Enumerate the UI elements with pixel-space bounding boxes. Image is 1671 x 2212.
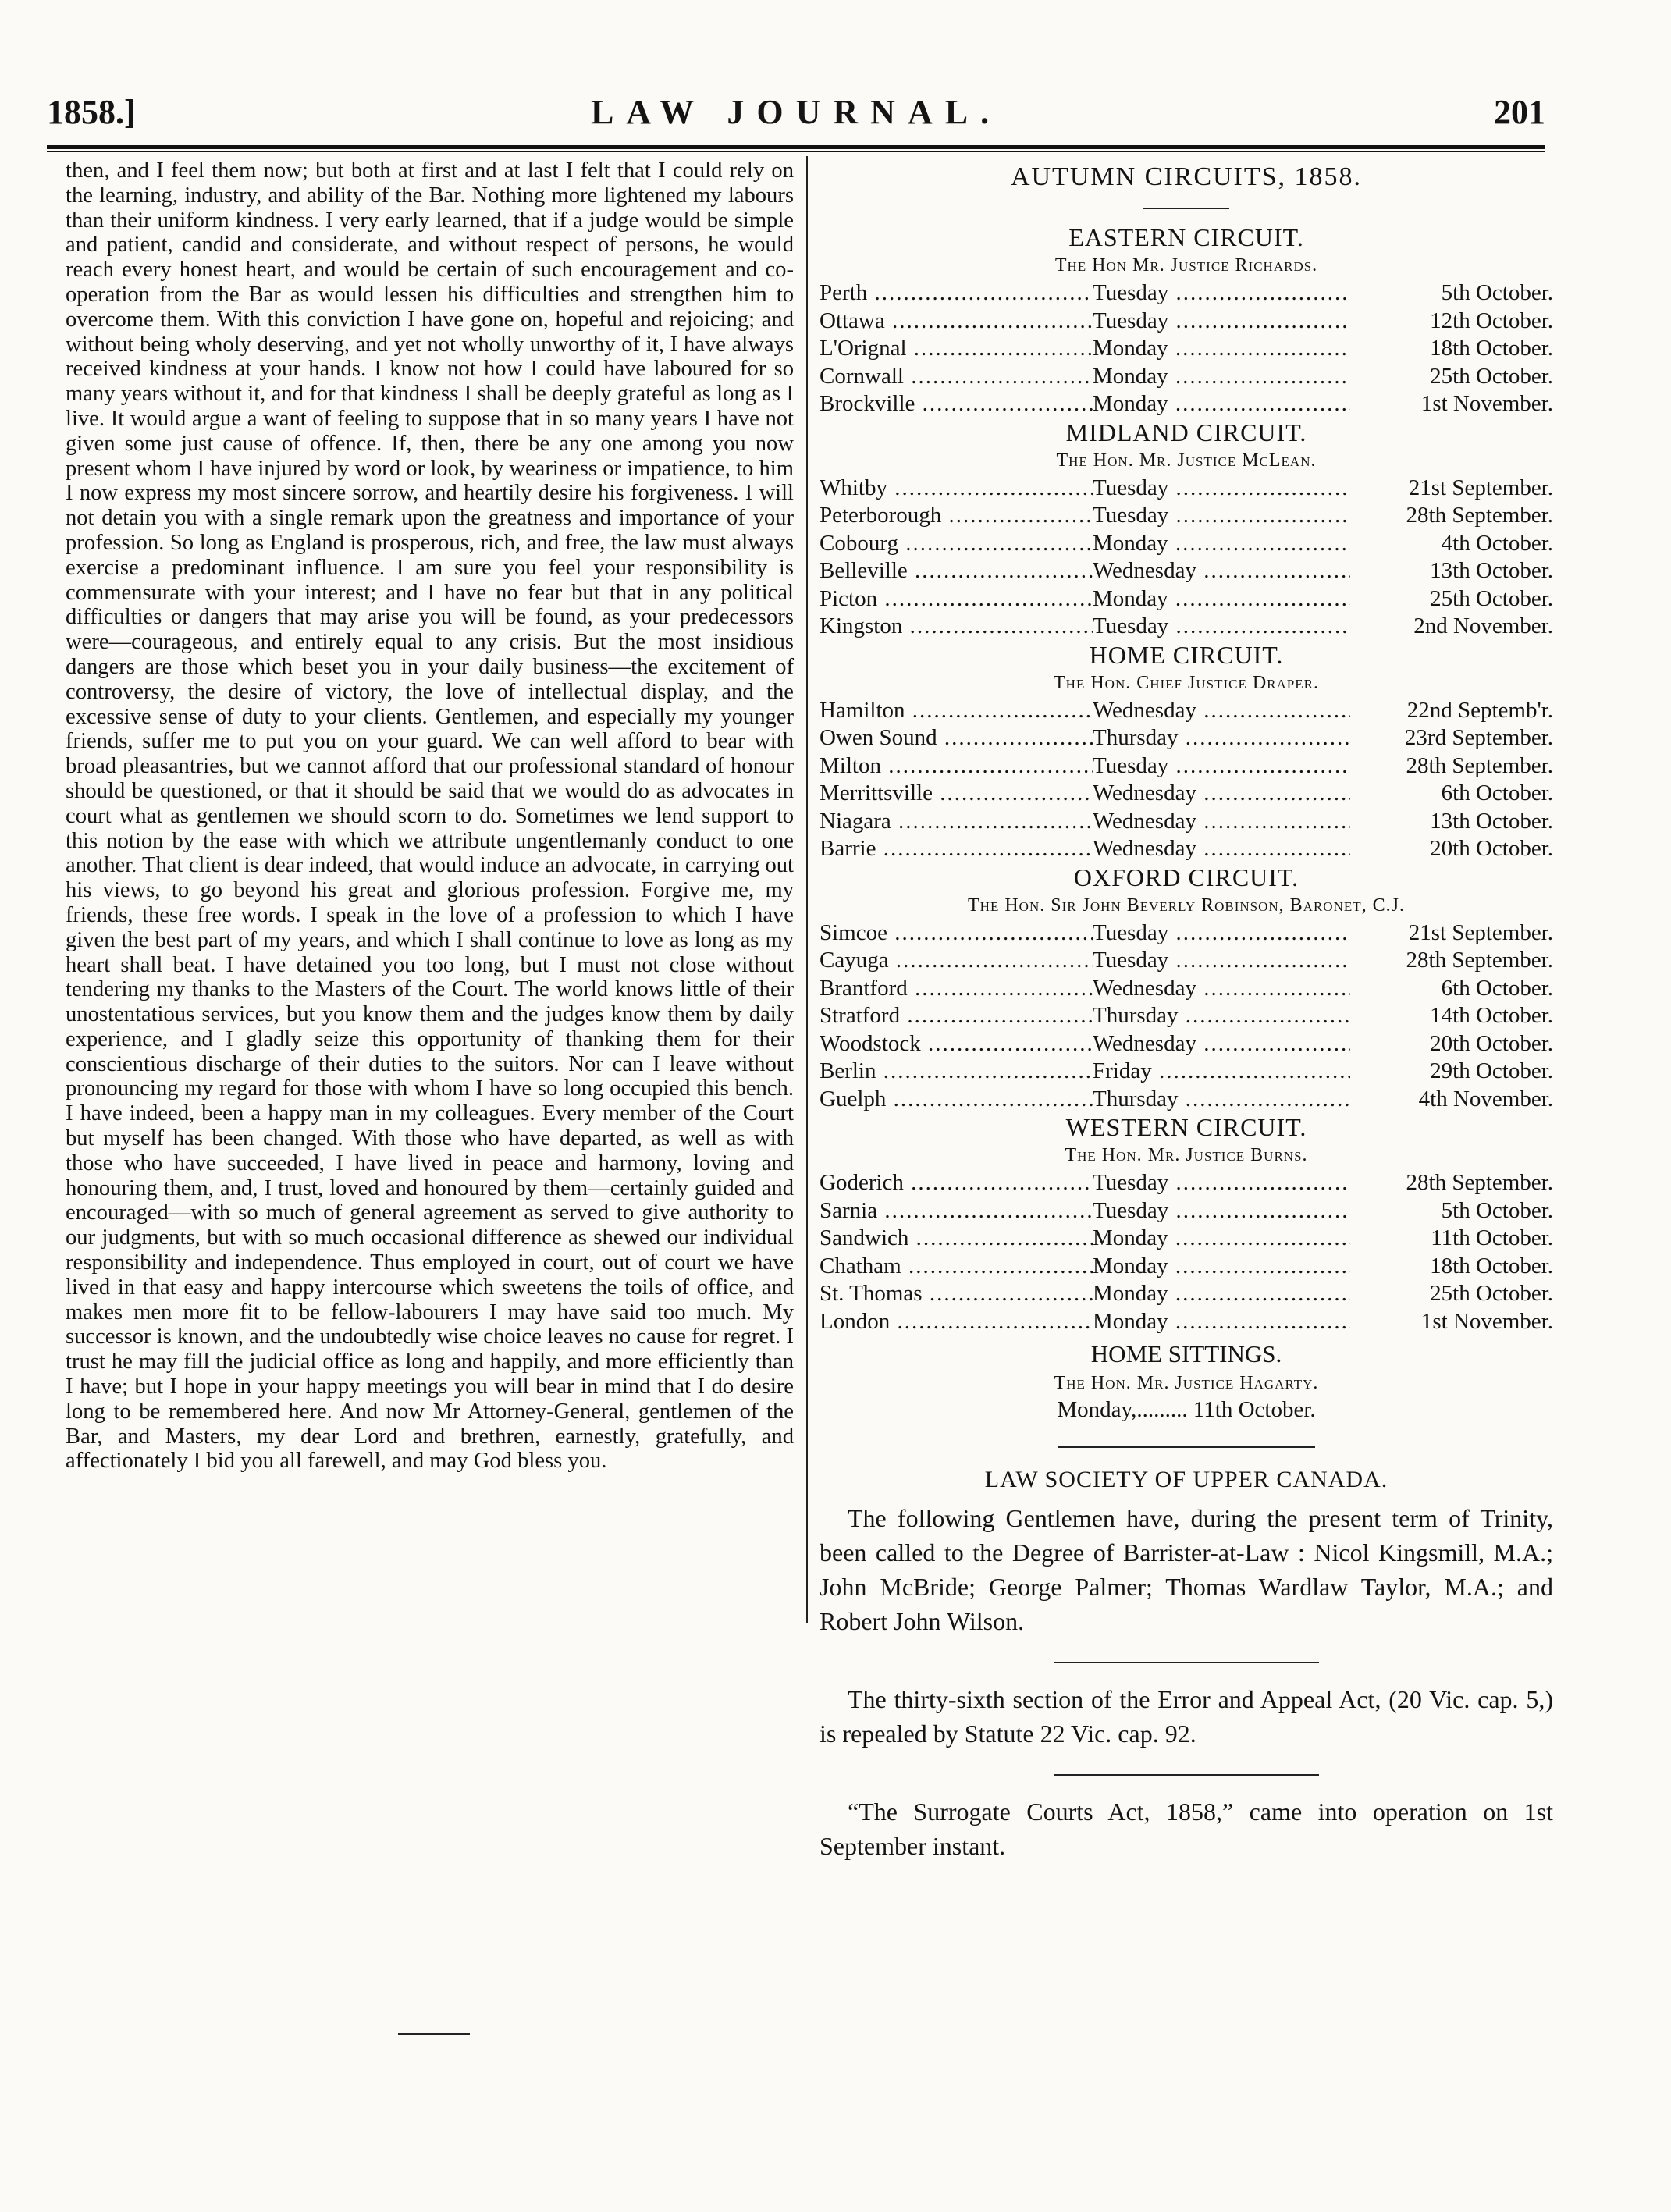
town: Simcoe ..... xyxy=(820,919,1093,948)
section-rule xyxy=(1054,1662,1319,1663)
day: Thursday ..... xyxy=(1093,724,1350,752)
circuit-name: OXFORD CIRCUIT. xyxy=(1073,862,1299,891)
date: 2nd November. xyxy=(1413,613,1553,638)
day: Wednesday ..... xyxy=(1093,975,1350,1003)
day: Tuesday ..... xyxy=(1093,947,1350,975)
schedule-row xyxy=(820,363,1553,391)
schedule-row xyxy=(820,1280,1553,1308)
schedule-row xyxy=(820,335,1553,363)
schedule-row xyxy=(820,530,1553,558)
day: Tuesday ..... xyxy=(1093,1197,1350,1225)
law-society-text: The following Gentlemen have, during the present term of Trinity, been called to the Degree of Barrister-at-Law : Nicol Kingsmill, M.A.; John McBride; George Palmer; Thomas Wardlaw Taylor, M.A.; and Robert John Wilson. xyxy=(820,1504,1553,1635)
town: Niagara ..... xyxy=(820,808,1093,836)
day: Thursday ..... xyxy=(1093,1086,1350,1114)
header-year: 1858.] xyxy=(47,93,136,131)
schedule-row xyxy=(820,1197,1553,1225)
schedule-row xyxy=(820,780,1553,808)
section-rule xyxy=(1058,1446,1315,1448)
column-separator xyxy=(806,156,808,1623)
circuit-judge: The Hon. Mr. Justice McLean. xyxy=(1056,450,1317,471)
day: Monday ..... xyxy=(1093,585,1350,613)
schedule-row xyxy=(820,502,1553,530)
day: Tuesday ..... xyxy=(1093,752,1350,781)
schedule-row xyxy=(820,919,1553,948)
day: Tuesday ..... xyxy=(1093,919,1350,948)
date: 6th October. xyxy=(1441,975,1553,1001)
day: Wednesday ..... xyxy=(1093,835,1350,863)
date: 18th October. xyxy=(1430,1253,1553,1278)
schedule-table xyxy=(820,1169,1553,1335)
date: 13th October. xyxy=(1430,808,1553,834)
journal-title: LAW JOURNAL. xyxy=(590,93,1002,131)
date: 21st September. xyxy=(1408,919,1553,945)
day: Monday ..... xyxy=(1093,363,1350,391)
schedule-row xyxy=(820,308,1553,336)
schedule-row xyxy=(820,475,1553,503)
schedule-table xyxy=(820,279,1553,418)
schedule-row xyxy=(820,808,1553,836)
date: 6th October. xyxy=(1441,781,1553,805)
date: 1st November. xyxy=(1420,391,1553,416)
date: 23rd September. xyxy=(1404,725,1553,750)
oxford-circuit xyxy=(820,863,1553,1114)
home-sittings-date: Monday,......... 11th October. xyxy=(1057,1397,1316,1422)
town: St. Thomas ..... xyxy=(820,1280,1093,1308)
schedule-row xyxy=(820,752,1553,781)
date: 25th October. xyxy=(1430,1281,1553,1306)
town: Peterborough ..... xyxy=(820,502,1093,530)
town: Sarnia ..... xyxy=(820,1197,1093,1225)
day: Monday ..... xyxy=(1093,1308,1350,1336)
town: Cobourg ..... xyxy=(820,530,1093,558)
date: 1st November. xyxy=(1420,1308,1553,1334)
end-rule xyxy=(398,2033,470,2035)
farewell-address-column xyxy=(66,158,794,1474)
right-column xyxy=(820,162,1553,1863)
day: Monday ..... xyxy=(1093,335,1350,363)
midland-circuit xyxy=(820,418,1553,641)
schedule-row xyxy=(820,1086,1553,1114)
date: 28th September. xyxy=(1406,752,1553,778)
page-number: 201 xyxy=(1494,93,1545,131)
town: Merrittsville ..... xyxy=(820,780,1093,808)
date: 13th October. xyxy=(1430,558,1553,583)
section-rule xyxy=(1054,1774,1319,1776)
circuit-name: WESTERN CIRCUIT. xyxy=(1065,1113,1307,1141)
western-circuit xyxy=(820,1113,1553,1335)
date: 12th October. xyxy=(1430,308,1553,333)
day: Monday ..... xyxy=(1093,1253,1350,1281)
schedule-row xyxy=(820,1002,1553,1030)
law-society-title: LAW SOCIETY OF UPPER CANADA. xyxy=(984,1467,1388,1492)
date: 14th October. xyxy=(1430,1003,1553,1028)
circuit-name: MIDLAND CIRCUIT. xyxy=(1065,418,1307,446)
running-header xyxy=(47,92,1545,139)
town: Woodstock ..... xyxy=(820,1030,1093,1058)
town: London ..... xyxy=(820,1308,1093,1336)
day: Tuesday ..... xyxy=(1093,475,1350,503)
date: 22nd Septemb'r. xyxy=(1406,697,1553,723)
schedule-row xyxy=(820,390,1553,418)
title-rule xyxy=(1143,208,1229,209)
town: Brantford ..... xyxy=(820,975,1093,1003)
town: Picton ..... xyxy=(820,585,1093,613)
schedule-row xyxy=(820,1058,1553,1086)
circuits-title: AUTUMN CIRCUITS, 1858. xyxy=(1010,162,1363,191)
day: Monday ..... xyxy=(1093,530,1350,558)
schedule-row xyxy=(820,1169,1553,1197)
day: Tuesday ..... xyxy=(1093,279,1350,308)
schedule-row xyxy=(820,1253,1553,1281)
schedule-row xyxy=(820,697,1553,725)
date: 28th September. xyxy=(1406,503,1553,528)
circuit-judge: The Hon Mr. Justice Richards. xyxy=(1054,255,1318,276)
day: Tuesday ..... xyxy=(1093,308,1350,336)
date: 5th October. xyxy=(1441,1197,1553,1223)
surrogate-courts-notice: “The Surrogate Courts Act, 1858,” came into operation on 1st September instant. xyxy=(820,1798,1553,1860)
town: Guelph ..... xyxy=(820,1086,1093,1114)
circuit-name: HOME CIRCUIT. xyxy=(1089,640,1284,669)
schedule-row xyxy=(820,947,1553,975)
town: Stratford ..... xyxy=(820,1002,1093,1030)
circuit-judge: The Hon. Mr. Justice Burns. xyxy=(1065,1145,1308,1165)
town: Ottawa ..... xyxy=(820,308,1093,336)
circuit-judge: The Hon. Sir John Beverly Robinson, Baronet, C.J. xyxy=(968,894,1405,916)
schedule-row xyxy=(820,585,1553,613)
day: Wednesday ..... xyxy=(1093,1030,1350,1058)
schedule-row xyxy=(820,1225,1553,1253)
town: Brockville ..... xyxy=(820,390,1093,418)
day: Tuesday ..... xyxy=(1093,502,1350,530)
date: 4th November. xyxy=(1418,1086,1553,1111)
schedule-row xyxy=(820,1308,1553,1336)
day: Tuesday ..... xyxy=(1093,1169,1350,1197)
day: Monday ..... xyxy=(1093,390,1350,418)
town: Goderich ..... xyxy=(820,1169,1093,1197)
date: 20th October. xyxy=(1430,836,1553,861)
town: Sandwich ..... xyxy=(820,1225,1093,1253)
home-circuit xyxy=(820,641,1553,863)
schedule-table xyxy=(820,475,1553,641)
day: Friday ..... xyxy=(1093,1058,1350,1086)
town: Owen Sound ..... xyxy=(820,724,1093,752)
date: 28th September. xyxy=(1406,948,1553,973)
header-rule-thin xyxy=(47,151,1545,152)
town: L'Orignal ..... xyxy=(820,335,1093,363)
header-rule-thick xyxy=(47,145,1545,149)
schedule-row xyxy=(820,724,1553,752)
schedule-row xyxy=(820,835,1553,863)
town: Cornwall ..... xyxy=(820,363,1093,391)
law-society-notice xyxy=(820,1467,1553,1638)
schedule-row xyxy=(820,279,1553,308)
town: Milton ..... xyxy=(820,752,1093,781)
date: 20th October. xyxy=(1430,1030,1553,1056)
town: Perth ..... xyxy=(820,279,1093,308)
town: Barrie ..... xyxy=(820,835,1093,863)
town: Belleville ..... xyxy=(820,557,1093,585)
date: 25th October. xyxy=(1430,585,1553,611)
date: 21st September. xyxy=(1408,475,1553,500)
date: 11th October. xyxy=(1431,1225,1553,1250)
town: Hamilton ..... xyxy=(820,697,1093,725)
schedule-row xyxy=(820,1030,1553,1058)
date: 28th September. xyxy=(1406,1170,1553,1195)
town: Whitby ..... xyxy=(820,475,1093,503)
farewell-address-text: then, and I feel them now; but both at first and at last I felt that I could rely on the learning, industry, and ability of the Bar. Nothing more lightened my labours than their uniform kindness. I very early learned, that if a judge would be simple and patient, candid and considerate, and without respect of persons, he would reach every honest heart, and would be certain of such encouragement and co-operation from the Bar as would lessen his difficulties and strengthen him to overcome them. With this conviction I have gone on, hopeful and rejoicing; and without being wholy deserving, and yet not wholly unworthy of it, I have always received kindness at your hands. I know not how I could have laboured for so many years without it, and for that kindness I shall be deeply grateful as long as I live. It would argue a want of feeling to suppose that in so many years I have not given some just cause of offence. If, then, there be any one among you now present whom I have injured by word or look, by weariness or impatience, to him I now express my most sincere sorrow, and heartily desire his forgiveness. I will not detain you with a single remark upon the greatness and importance of your profession. So long as England is prosperous, rich, and free, the law must always exercise a predominant influence. I am sure you feel your responsibility is commensurate with your interest; and I have no fear but that in any political difficulties or dangers that may arise you will be found, as your predecessors were—courageous, and entirely equal to any crisis. But the most insidious dangers are those which beset you in your daily business—the excitement of controversy, the desire of victory, the love of intellectual display, and the excessive sense of duty to your clients. Gentlemen, and especially my younger friends, suffer me to put you on your guard. We can well afford to bear with broad pleasantries, but we cannot afford that our professional standard of honour should be questioned, or that it should be said that we would do as advocates in court what as gentlemen we should scorn to do. Sometimes we lend support to this notion by the ease with which we attribute ungentlemanly conduct to one another. That client is dear indeed, that would induce an advocate, in carrying out his views, to go beyond his great and glorious profession. Forgive me, my friends, these free words. I speak in the love of a profession to which I have given the best part of my years, and which I shall continue to love as long as my heart shall beat. I have detained you too long, but I must not close without tendering my thanks to the Masters of the Court. The world knows little of their unostentatious services, but you know them and the judges know them by daily experience, and I gladly seize this opportunity of thanking them for their conscientious discharge of their duties to the suitors. Nor can I leave without pronouncing my regard for those with whom I have so long occupied this bench. I have indeed, been a happy man in my colleagues. Every member of the Court but myself has been changed. With those who have departed, as well as with those who have succeeded, I have lived in peace and harmony, loving and honouring them, and, I trust, loved and honoured by them—certainly guided and encouraged—with so much of general agreement as served to give authority to our judgments, but with so much occasional difference as shewed our individual responsibility and independence. Thus employed in court, out of court we have lived in that easy and happy intercourse which sweetens the toils of office, and makes men more fit to be fellow-labourers I may have said too much. My successor is known, and the undoubtedly wise choice leaves no cause for regret. I trust he may fill the judicial office as long and happily, and more efficiently than I have; but I hope in your happy meetings you will bear in mind that I do desire long to be remembered here. And now Mr Attorney-General, gentlemen of the Bar, and Masters, my dear Lord and brethren, earnestly, gratefully, and affectionately I bid you all farewell, and may God bless you. xyxy=(66,158,794,1474)
day: Wednesday ..... xyxy=(1093,808,1350,836)
town: Chatham ..... xyxy=(820,1253,1093,1281)
home-sittings-title: HOME SITTINGS. xyxy=(1090,1340,1282,1367)
eastern-circuit xyxy=(820,223,1553,418)
circuit-name: EASTERN CIRCUIT. xyxy=(1068,223,1304,251)
town: Kingston ..... xyxy=(820,613,1093,641)
schedule-table xyxy=(820,919,1553,1114)
date: 29th October. xyxy=(1430,1058,1553,1083)
schedule-table xyxy=(820,697,1553,863)
day: Tuesday ..... xyxy=(1093,613,1350,641)
schedule-row xyxy=(820,613,1553,641)
schedule-row xyxy=(820,557,1553,585)
schedule-row xyxy=(820,975,1553,1003)
home-sittings xyxy=(820,1340,1553,1423)
home-sittings-judge: The Hon. Mr. Justice Hagarty. xyxy=(1054,1373,1319,1393)
date: 18th October. xyxy=(1430,336,1553,361)
day: Wednesday ..... xyxy=(1093,557,1350,585)
error-appeal-notice: The thirty-sixth section of the Error and Appeal Act, (20 Vic. cap. 5,) is repealed by Statute 22 Vic. cap. 92. xyxy=(820,1685,1553,1748)
day: Wednesday ..... xyxy=(1093,697,1350,725)
date: 4th October. xyxy=(1441,530,1553,556)
town: Cayuga ..... xyxy=(820,947,1093,975)
day: Monday ..... xyxy=(1093,1225,1350,1253)
day: Monday ..... xyxy=(1093,1280,1350,1308)
date: 25th October. xyxy=(1430,363,1553,389)
town: Berlin ..... xyxy=(820,1058,1093,1086)
day: Wednesday ..... xyxy=(1093,780,1350,808)
day: Thursday ..... xyxy=(1093,1002,1350,1030)
date: 5th October. xyxy=(1441,280,1553,305)
circuit-judge: The Hon. Chief Justice Draper. xyxy=(1054,672,1319,693)
